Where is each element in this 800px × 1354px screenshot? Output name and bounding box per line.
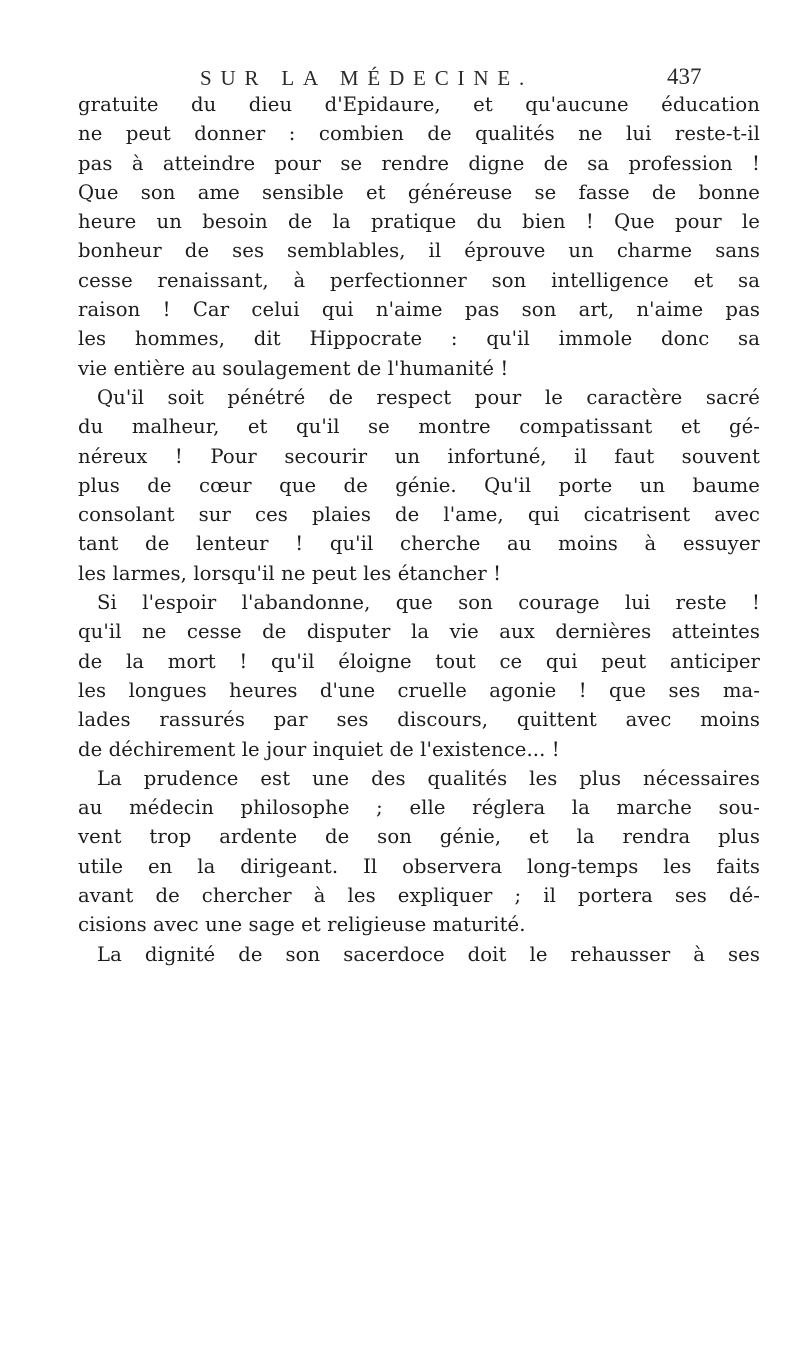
running-head: SUR LA MÉDECINE.	[200, 66, 534, 90]
text-line: tant de lenteur ! qu'il cherche au moins à essuyer	[78, 532, 760, 556]
text-line: pas à atteindre pour se rendre digne de sa profession !	[78, 151, 760, 175]
text-line: cisions avec une sage et religieuse maturité.	[78, 913, 526, 937]
text-line: ne peut donner : combien de qualités ne lui reste-t-il	[78, 122, 760, 146]
text-line: Si l'espoir l'abandonne, que son courage lui reste !	[97, 591, 760, 615]
page-number: 437	[667, 64, 702, 89]
text-line: utile en la dirigeant. Il observera long-temps les faits	[78, 854, 760, 878]
text-line: vent trop ardente de son génie, et la rendra plus	[78, 825, 760, 849]
body-text	[78, 90, 760, 969]
text-line: La dignité de son sacerdoce doit le rehausser à ses	[97, 942, 760, 966]
text-line: vie entière au soulagement de l'humanité !	[78, 356, 509, 380]
text-line: néreux ! Pour secourir un infortuné, il faut souvent	[78, 444, 760, 468]
text-line: raison ! Car celui qui n'aime pas son art, n'aime pas	[78, 298, 760, 322]
text-line: les larmes, lorsqu'il ne peut les étancher !	[78, 561, 502, 585]
text-line: bonheur de ses semblables, il éprouve un charme sans	[78, 239, 760, 263]
text-line: gratuite du dieu d'Epidaure, et qu'aucune éducation	[78, 93, 760, 116]
text-line: cesse renaissant, à perfectionner son intelligence et sa	[78, 268, 760, 292]
text-line: plus de cœur que de génie. Qu'il porte un baume	[78, 473, 760, 497]
text-line: consolant sur ces plaies de l'ame, qui cicatrisent avec	[78, 503, 760, 527]
text-line: avant de chercher à les expliquer ; il portera ses dé-	[78, 884, 760, 908]
text-line: au médecin philosophe ; elle réglera la marche sou-	[78, 796, 760, 820]
text-line: Qu'il soit pénétré de respect pour le caractère sacré	[97, 385, 760, 409]
text-line: qu'il ne cesse de disputer la vie aux dernières atteintes	[78, 620, 760, 644]
text-line: les longues heures d'une cruelle agonie ! que ses ma-	[78, 678, 760, 702]
text-line: de déchirement le jour inquiet de l'existence... !	[78, 737, 560, 761]
text-line: La prudence est une des qualités les plus nécessaires	[97, 766, 760, 790]
text-line: heure un besoin de la pratique du bien ! Que pour le	[78, 210, 760, 234]
text-line: les hommes, dit Hippocrate : qu'il immole donc sa	[78, 327, 760, 351]
text-line: de la mort ! qu'il éloigne tout ce qui peut anticiper	[78, 649, 760, 673]
text-line: du malheur, et qu'il se montre compatissant et gé-	[78, 415, 760, 439]
text-line: lades rassurés par ses discours, quittent avec moins	[78, 708, 760, 732]
text-line: Que son ame sensible et généreuse se fasse de bonne	[78, 180, 760, 204]
